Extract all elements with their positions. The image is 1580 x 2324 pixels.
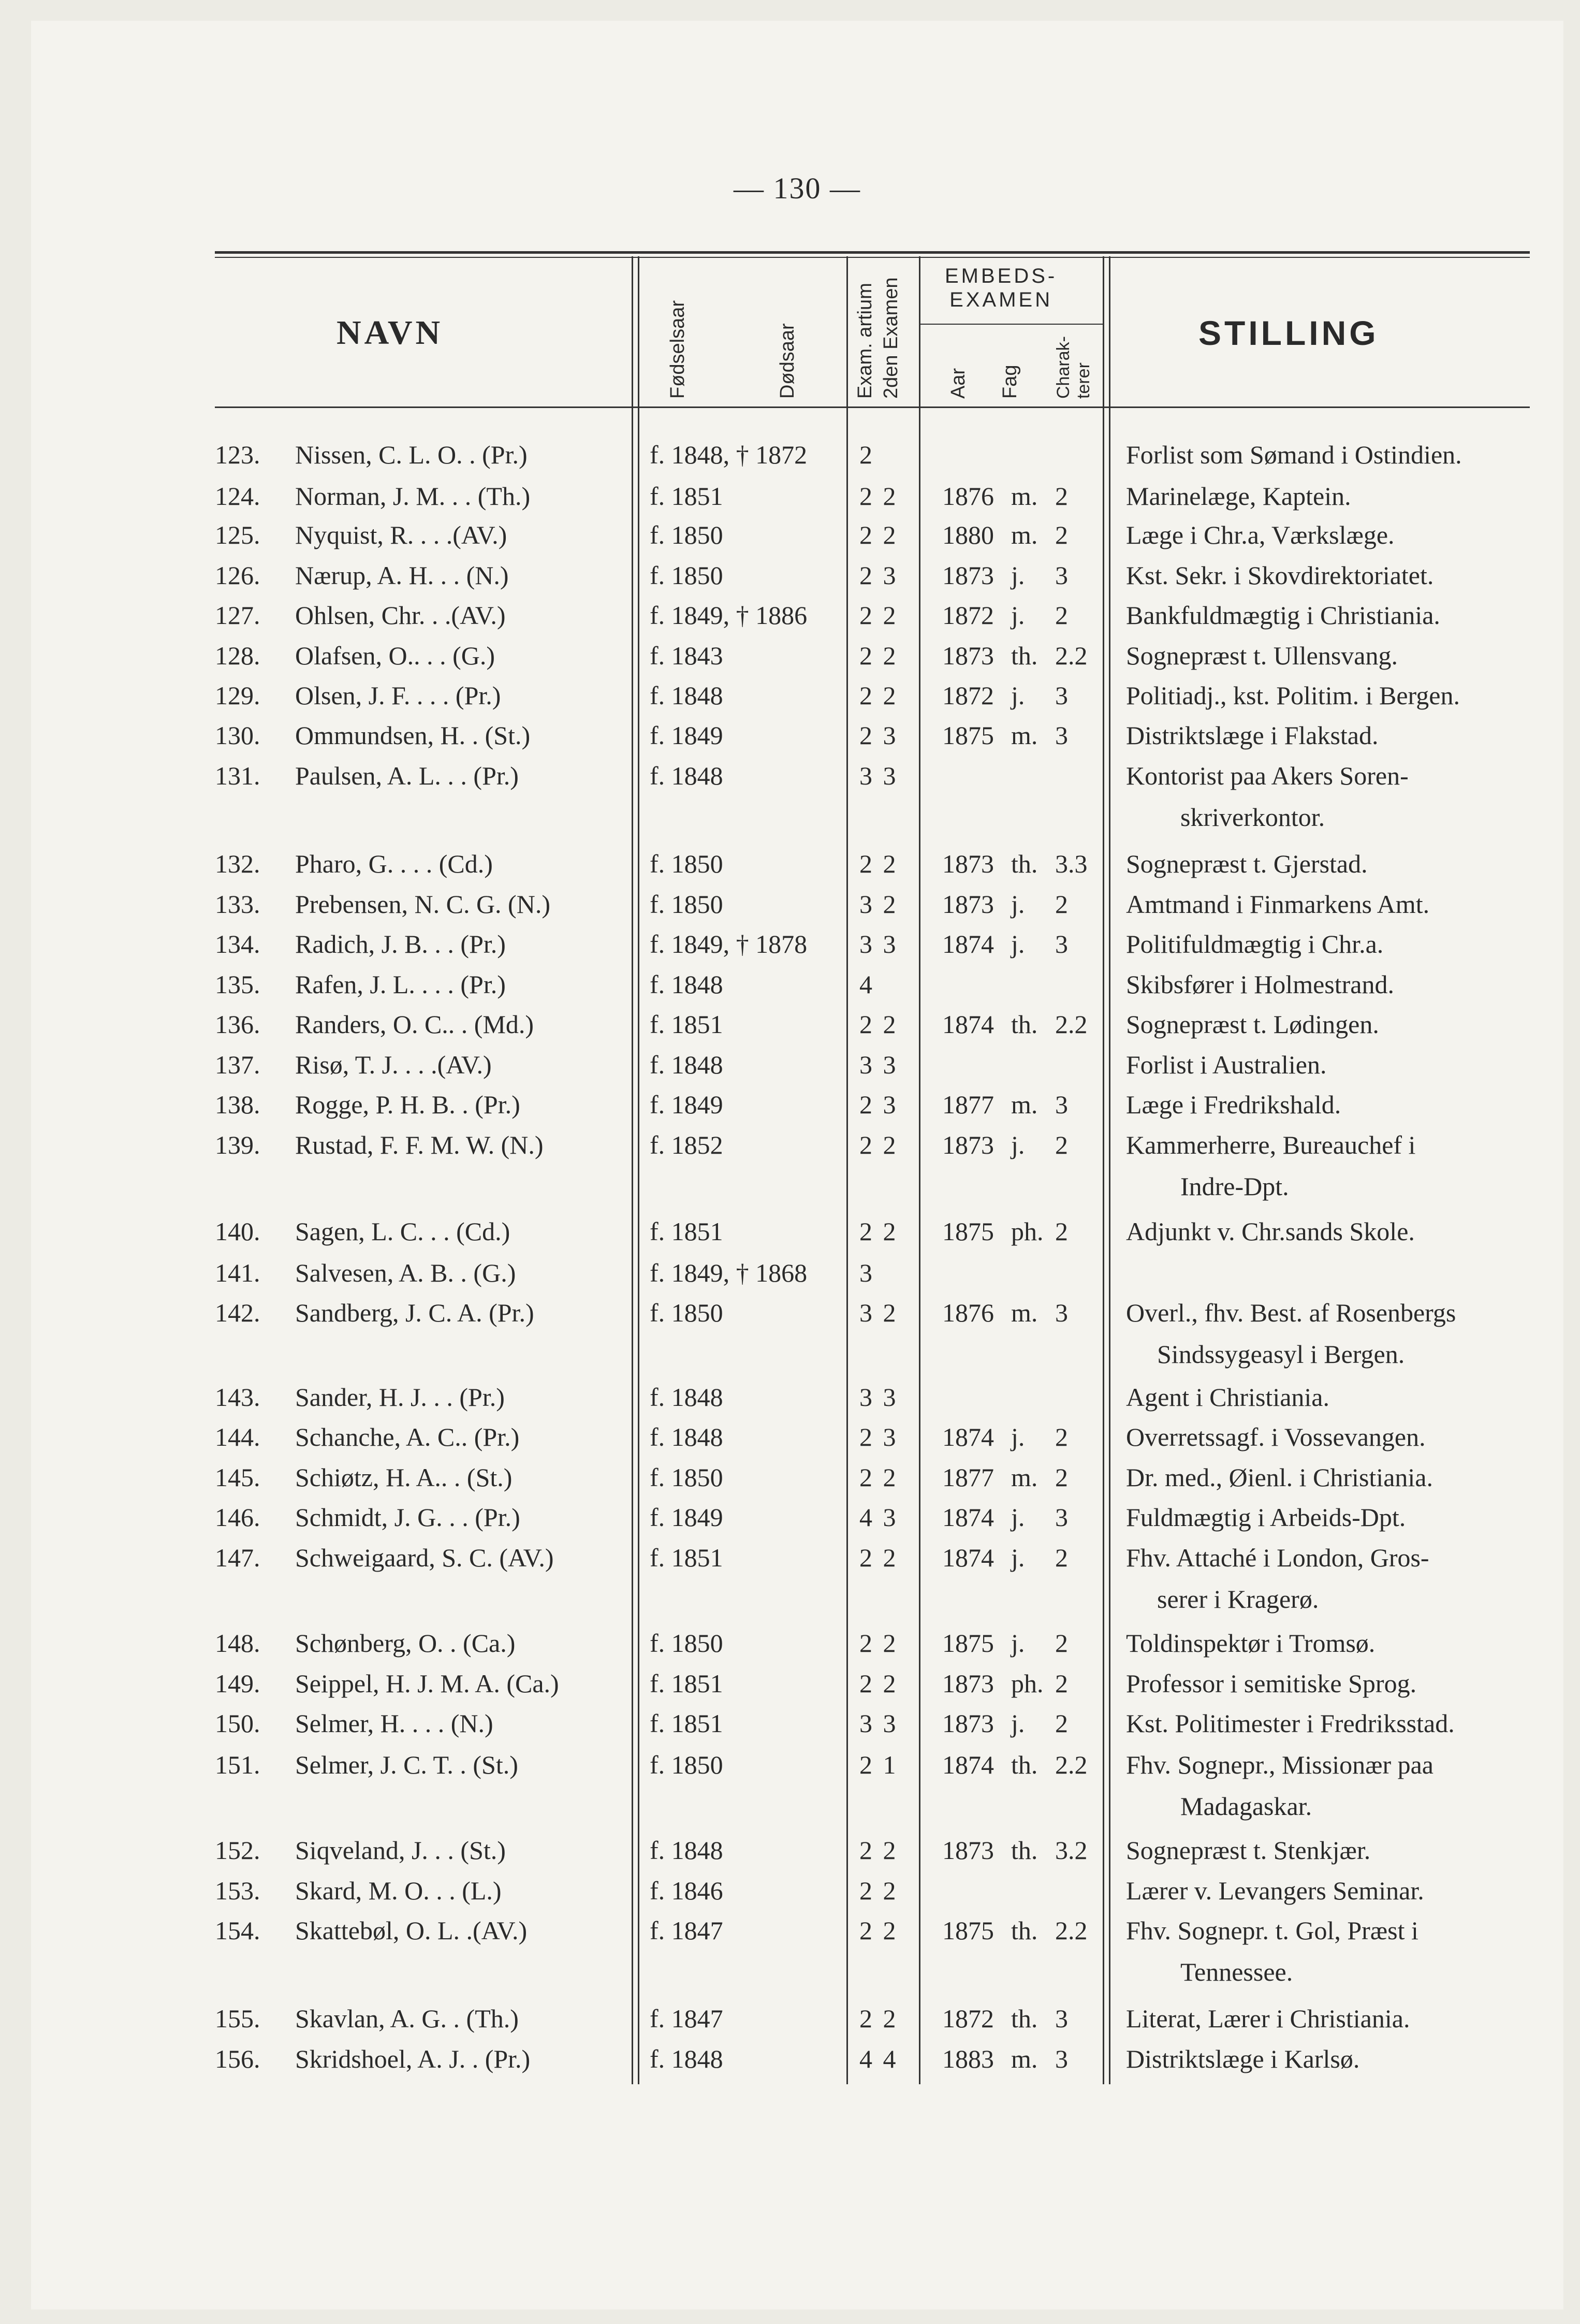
- row-name: Schanche, A. C.. (Pr.): [295, 1422, 520, 1451]
- row-embeds-subject: j.: [1011, 1709, 1025, 1738]
- row-name: Siqveland, J. . . (St.): [295, 1836, 506, 1865]
- row-number: 126.: [215, 561, 260, 590]
- row-embeds-year: 1873: [942, 1709, 994, 1738]
- row-number: 145.: [215, 1463, 260, 1492]
- row-birth-death: f. 1849: [650, 721, 723, 750]
- row-stilling: Læge i Fredrikshald.: [1126, 1090, 1341, 1119]
- row-embeds-grade: 3: [1055, 1090, 1068, 1119]
- row-stilling: Forlist som Sømand i Ostindien.: [1126, 440, 1462, 469]
- row-number: 135.: [215, 970, 260, 999]
- row-number: 132.: [215, 849, 260, 878]
- row-number: 123.: [215, 440, 260, 469]
- row-number: 139.: [215, 1130, 260, 1159]
- row-embeds-subject: j.: [1011, 1543, 1025, 1572]
- row-birth-death: f. 1852: [650, 1130, 723, 1159]
- row-embeds-year: 1874: [942, 1543, 994, 1572]
- row-name: Rogge, P. H. B. . (Pr.): [295, 1090, 520, 1119]
- row-number: 152.: [215, 1836, 260, 1865]
- row-name: Nissen, C. L. O. . (Pr.): [295, 440, 528, 469]
- row-name: Seippel, H. J. M. A. (Ca.): [295, 1669, 559, 1698]
- row-stilling: Læge i Chr.a, Værkslæge.: [1126, 520, 1395, 549]
- row-embeds-subject: th.: [1011, 641, 1038, 670]
- row-embeds-year: 1872: [942, 681, 994, 710]
- row-embeds-year: 1883: [942, 2044, 994, 2073]
- row-embeds-grade: 2: [1055, 1543, 1068, 1572]
- row-embeds-year: 1877: [942, 1463, 994, 1492]
- row-number: 143.: [215, 1383, 260, 1412]
- row-exam-grades: 3: [859, 1258, 874, 1287]
- row-stilling: Sognepræst t. Gjerstad.: [1126, 849, 1368, 878]
- row-stilling: Fuldmægtig i Arbeids-Dpt.: [1126, 1503, 1406, 1532]
- row-exam-grades: 2 2: [859, 601, 898, 630]
- row-embeds-grade: 2: [1055, 1463, 1068, 1492]
- row-stilling: Fhv. Attaché i London, Gros-: [1126, 1543, 1429, 1572]
- top-rule: [215, 251, 1530, 254]
- exam-artium-header: Exam. artium: [854, 283, 876, 399]
- stilling-header: STILLING: [1198, 314, 1379, 352]
- row-name: Schønberg, O. . (Ca.): [295, 1629, 516, 1658]
- row-name: Paulsen, A. L. . . (Pr.): [295, 761, 519, 790]
- row-stilling: Kst. Politimester i Fredriksstad.: [1126, 1709, 1455, 1738]
- row-number: 144.: [215, 1422, 260, 1451]
- row-number: 142.: [215, 1298, 260, 1327]
- row-stilling-continued: serer i Kragerø.: [1157, 1585, 1319, 1614]
- row-embeds-grade: 2: [1055, 890, 1068, 919]
- row-stilling: Distriktslæge i Flakstad.: [1126, 721, 1379, 750]
- row-embeds-grade: 3: [1055, 1298, 1068, 1327]
- row-embeds-grade: 3: [1055, 929, 1068, 958]
- row-number: 156.: [215, 2044, 260, 2073]
- row-stilling-continued: Tennessee.: [1180, 1957, 1293, 1986]
- row-name: Nyquist, R. . . .(AV.): [295, 520, 507, 549]
- row-stilling: Professor i semitiske Sprog.: [1126, 1669, 1417, 1698]
- row-embeds-grade: 2: [1055, 520, 1068, 549]
- embedsexamen-header: [945, 264, 1057, 312]
- row-birth-death: f. 1850: [650, 1750, 723, 1779]
- navn-header: NAVN: [337, 314, 444, 352]
- row-number: 154.: [215, 1916, 260, 1945]
- row-stilling: Politiadj., kst. Politim. i Bergen.: [1126, 681, 1460, 710]
- row-stilling-continued: Indre-Dpt.: [1180, 1172, 1289, 1201]
- row-name: Prebensen, N. C. G. (N.): [295, 890, 550, 919]
- row-stilling: Bankfuldmægtig i Christiania.: [1126, 601, 1440, 630]
- row-embeds-subject: j.: [1011, 1422, 1025, 1451]
- row-exam-grades: 3 3: [859, 1050, 898, 1079]
- row-number: 153.: [215, 1876, 260, 1905]
- row-exam-grades: 2 2: [859, 2004, 898, 2033]
- row-exam-grades: 4 3: [859, 1503, 898, 1532]
- anden-examen-header: 2den Examen: [880, 277, 902, 399]
- book-page: [31, 21, 1563, 2310]
- row-birth-death: f. 1849, † 1878: [650, 929, 808, 958]
- row-embeds-subject: m.: [1011, 520, 1038, 549]
- row-name: Schweigaard, S. C. (AV.): [295, 1543, 554, 1572]
- row-birth-death: f. 1848: [650, 681, 723, 710]
- fag-header: Fag: [999, 365, 1021, 399]
- row-embeds-year: 1873: [942, 641, 994, 670]
- row-embeds-grade: 3.3: [1055, 849, 1088, 878]
- row-stilling: Sognepræst t. Lødingen.: [1126, 1010, 1379, 1039]
- row-embeds-subject: th.: [1011, 1010, 1038, 1039]
- row-exam-grades: 2: [859, 440, 874, 469]
- row-embeds-grade: 2: [1055, 1669, 1068, 1698]
- row-birth-death: f. 1851: [650, 1010, 723, 1039]
- row-embeds-year: 1877: [942, 1090, 994, 1119]
- row-exam-grades: 2 2: [859, 1217, 898, 1246]
- row-number: 149.: [215, 1669, 260, 1698]
- row-name: Skavlan, A. G. . (Th.): [295, 2004, 519, 2033]
- row-embeds-subject: m.: [1011, 721, 1038, 750]
- row-birth-death: f. 1850: [650, 1463, 723, 1492]
- row-birth-death: f. 1850: [650, 849, 723, 878]
- row-exam-grades: 3 3: [859, 929, 898, 958]
- row-embeds-subject: th.: [1011, 1916, 1038, 1945]
- row-embeds-year: 1876: [942, 482, 994, 511]
- row-exam-grades: 2 2: [859, 1010, 898, 1039]
- row-embeds-year: 1872: [942, 601, 994, 630]
- row-number: 151.: [215, 1750, 260, 1779]
- row-embeds-grade: 3: [1055, 561, 1068, 590]
- row-embeds-year: 1875: [942, 1916, 994, 1945]
- row-birth-death: f. 1848: [650, 1383, 723, 1412]
- row-exam-grades: 2 2: [859, 1463, 898, 1492]
- row-number: 128.: [215, 641, 260, 670]
- row-name: Rafen, J. L. . . . (Pr.): [295, 970, 506, 999]
- row-stilling: Kst. Sekr. i Skovdirektoriatet.: [1126, 561, 1434, 590]
- row-exam-grades: 2 2: [859, 1916, 898, 1945]
- row-name: Ommundsen, H. . (St.): [295, 721, 531, 750]
- row-birth-death: f. 1849: [650, 1090, 723, 1119]
- row-embeds-subject: th.: [1011, 849, 1038, 878]
- row-stilling: Forlist i Australien.: [1126, 1050, 1327, 1079]
- row-embeds-year: 1876: [942, 1298, 994, 1327]
- row-stilling-continued: Madagaskar.: [1180, 1792, 1312, 1821]
- row-embeds-subject: j.: [1011, 929, 1025, 958]
- row-stilling: Literat, Lærer i Christiania.: [1126, 2004, 1410, 2033]
- row-exam-grades: 2 1: [859, 1750, 898, 1779]
- row-embeds-subject: j.: [1011, 561, 1025, 590]
- row-stilling: Agent i Christiania.: [1126, 1383, 1329, 1412]
- karakterer-header: Charak-terer: [1054, 336, 1093, 399]
- aar-header: Aar: [947, 368, 969, 399]
- row-embeds-year: 1873: [942, 1130, 994, 1159]
- row-stilling: Dr. med., Øienl. i Christiania.: [1126, 1463, 1433, 1492]
- row-name: Selmer, J. C. T. . (St.): [295, 1750, 518, 1779]
- row-exam-grades: 2 3: [859, 1422, 898, 1451]
- row-number: 155.: [215, 2004, 260, 2033]
- row-birth-death: f. 1848: [650, 2044, 723, 2073]
- row-embeds-year: 1874: [942, 1422, 994, 1451]
- row-embeds-subject: m.: [1011, 1463, 1038, 1492]
- row-birth-death: f. 1843: [650, 641, 723, 670]
- row-name: Salvesen, A. B. . (G.): [295, 1258, 516, 1287]
- row-embeds-subject: j.: [1011, 1629, 1025, 1658]
- row-embeds-year: 1873: [942, 1669, 994, 1698]
- row-stilling: Kontorist paa Akers Soren-: [1126, 761, 1409, 790]
- row-number: 141.: [215, 1258, 260, 1287]
- row-embeds-subject: th.: [1011, 1750, 1038, 1779]
- row-embeds-subject: j.: [1011, 681, 1025, 710]
- row-exam-grades: 3 2: [859, 890, 898, 919]
- row-number: 125.: [215, 520, 260, 549]
- row-number: 146.: [215, 1503, 260, 1532]
- row-exam-grades: 2 2: [859, 482, 898, 511]
- row-embeds-year: 1874: [942, 1010, 994, 1039]
- rule-aar-stil: [1103, 256, 1104, 2084]
- row-embeds-grade: 2: [1055, 1709, 1068, 1738]
- embedsexamen-line1: EMBEDS-: [945, 265, 1058, 287]
- row-stilling: Adjunkt v. Chr.sands Skole.: [1126, 1217, 1415, 1246]
- row-exam-grades: 2 2: [859, 1629, 898, 1658]
- row-exam-grades: 2 2: [859, 641, 898, 670]
- row-birth-death: f. 1847: [650, 2004, 723, 2033]
- row-name: Pharo, G. . . . (Cd.): [295, 849, 493, 878]
- row-embeds-subject: ph.: [1011, 1217, 1044, 1246]
- row-birth-death: f. 1851: [650, 1669, 723, 1698]
- row-stilling-continued: Sindssygeasyl i Bergen.: [1157, 1340, 1405, 1369]
- row-exam-grades: 2 3: [859, 561, 898, 590]
- row-embeds-grade: 2.2: [1055, 1916, 1088, 1945]
- row-number: 129.: [215, 681, 260, 710]
- row-stilling-continued: skriverkontor.: [1180, 803, 1325, 832]
- row-name: Schiøtz, H. A.. . (St.): [295, 1463, 513, 1492]
- row-birth-death: f. 1849, † 1886: [650, 601, 808, 630]
- row-embeds-year: 1875: [942, 1217, 994, 1246]
- row-exam-grades: 4 4: [859, 2044, 898, 2073]
- row-number: 136.: [215, 1010, 260, 1039]
- page-number: — 130 —: [734, 171, 861, 205]
- row-embeds-grade: 2: [1055, 1217, 1068, 1246]
- fodselsaar-header: Fødselsaar: [667, 300, 689, 399]
- row-number: 148.: [215, 1629, 260, 1658]
- row-stilling: Skibsfører i Holmestrand.: [1126, 970, 1394, 999]
- row-embeds-year: 1873: [942, 561, 994, 590]
- row-exam-grades: 2 2: [859, 1130, 898, 1159]
- row-name: Skridshoel, A. J. . (Pr.): [295, 2044, 531, 2073]
- row-birth-death: f. 1851: [650, 1709, 723, 1738]
- row-embeds-grade: 2: [1055, 482, 1068, 511]
- row-name: Nærup, A. H. . . (N.): [295, 561, 509, 590]
- row-stilling: Distriktslæge i Karlsø.: [1126, 2044, 1360, 2073]
- row-embeds-grade: 2: [1055, 1422, 1068, 1451]
- row-number: 138.: [215, 1090, 260, 1119]
- row-number: 150.: [215, 1709, 260, 1738]
- embeds-rule: [919, 324, 1103, 325]
- row-number: 140.: [215, 1217, 260, 1246]
- row-stilling: Overretssagf. i Vossevangen.: [1126, 1422, 1426, 1451]
- row-embeds-grade: 2.2: [1055, 1750, 1088, 1779]
- row-embeds-grade: 3: [1055, 2044, 1068, 2073]
- row-birth-death: f. 1850: [650, 1629, 723, 1658]
- row-stilling: Amtmand i Finmarkens Amt.: [1126, 890, 1430, 919]
- row-embeds-year: 1874: [942, 1750, 994, 1779]
- row-number: 147.: [215, 1543, 260, 1572]
- rule-aar-stil-2: [1109, 256, 1110, 2084]
- row-name: Olafsen, O.. . . (G.): [295, 641, 495, 670]
- row-number: 137.: [215, 1050, 260, 1079]
- row-embeds-subject: m.: [1011, 482, 1038, 511]
- row-name: Norman, J. M. . . (Th.): [295, 482, 531, 511]
- row-embeds-subject: ph.: [1011, 1669, 1044, 1698]
- row-embeds-grade: 2: [1055, 601, 1068, 630]
- row-number: 127.: [215, 601, 260, 630]
- row-birth-death: f. 1849, † 1868: [650, 1258, 808, 1287]
- row-name: Ohlsen, Chr. . .(AV.): [295, 601, 506, 630]
- row-number: 124.: [215, 482, 260, 511]
- rule-exam-aar: [919, 256, 920, 2084]
- row-name: Sander, H. J. . . (Pr.): [295, 1383, 505, 1412]
- row-embeds-grade: 3: [1055, 2004, 1068, 2033]
- top-rule-thin: [215, 257, 1530, 258]
- row-exam-grades: 2 2: [859, 1876, 898, 1905]
- row-exam-grades: 2 2: [859, 849, 898, 878]
- row-birth-death: f. 1848: [650, 1050, 723, 1079]
- row-number: 130.: [215, 721, 260, 750]
- row-name: Skard, M. O. . . (L.): [295, 1876, 502, 1905]
- row-embeds-year: 1873: [942, 890, 994, 919]
- header-rule: [215, 406, 1530, 408]
- row-name: Risø, T. J. . . .(AV.): [295, 1050, 492, 1079]
- row-embeds-year: 1873: [942, 849, 994, 878]
- row-birth-death: f. 1851: [650, 482, 723, 511]
- embedsexamen-line2: EXAMEN: [949, 288, 1053, 311]
- row-birth-death: f. 1850: [650, 561, 723, 590]
- row-embeds-subject: j.: [1011, 601, 1025, 630]
- row-embeds-subject: m.: [1011, 1298, 1038, 1327]
- row-exam-grades: 2 3: [859, 721, 898, 750]
- rule-name-birth-2: [638, 256, 639, 2084]
- row-embeds-grade: 3: [1055, 721, 1068, 750]
- row-stilling: Fhv. Sognepr. t. Gol, Præst i: [1126, 1916, 1418, 1945]
- row-stilling: Overl., fhv. Best. af Rosenbergs: [1126, 1298, 1456, 1327]
- row-stilling: Sognepræst t. Ullensvang.: [1126, 641, 1398, 670]
- row-birth-death: f. 1850: [650, 520, 723, 549]
- row-stilling: Sognepræst t. Stenkjær.: [1126, 1836, 1371, 1865]
- row-birth-death: f. 1850: [650, 890, 723, 919]
- row-embeds-year: 1875: [942, 1629, 994, 1658]
- row-name: Sagen, L. C. . . (Cd.): [295, 1217, 510, 1246]
- row-embeds-year: 1873: [942, 1836, 994, 1865]
- row-name: Olsen, J. F. . . . (Pr.): [295, 681, 501, 710]
- row-name: Randers, O. C.. . (Md.): [295, 1010, 534, 1039]
- row-embeds-year: 1880: [942, 520, 994, 549]
- rule-birth-exam: [846, 256, 848, 2084]
- row-stilling: Politifuldmægtig i Chr.a.: [1126, 929, 1384, 958]
- row-exam-grades: 2 2: [859, 520, 898, 549]
- row-birth-death: f. 1851: [650, 1543, 723, 1572]
- row-birth-death: f. 1850: [650, 1298, 723, 1327]
- row-exam-grades: 2 2: [859, 1836, 898, 1865]
- row-birth-death: f. 1846: [650, 1876, 723, 1905]
- row-name: Skattebøl, O. L. .(AV.): [295, 1916, 528, 1945]
- row-exam-grades: 3 3: [859, 761, 898, 790]
- row-embeds-subject: th.: [1011, 2004, 1038, 2033]
- row-name: Sandberg, J. C. A. (Pr.): [295, 1298, 534, 1327]
- row-birth-death: f. 1848, † 1872: [650, 440, 808, 469]
- row-birth-death: f. 1848: [650, 1422, 723, 1451]
- row-exam-grades: 2 3: [859, 1090, 898, 1119]
- row-stilling: Lærer v. Levangers Seminar.: [1126, 1876, 1424, 1905]
- row-embeds-grade: 2: [1055, 1130, 1068, 1159]
- row-embeds-grade: 2.2: [1055, 1010, 1088, 1039]
- row-exam-grades: 3 3: [859, 1709, 898, 1738]
- row-stilling: Marinelæge, Kaptein.: [1126, 482, 1351, 511]
- row-birth-death: f. 1848: [650, 761, 723, 790]
- row-exam-grades: 3 2: [859, 1298, 898, 1327]
- row-embeds-grade: 2: [1055, 1629, 1068, 1658]
- row-name: Rustad, F. F. M. W. (N.): [295, 1130, 544, 1159]
- row-number: 133.: [215, 890, 260, 919]
- row-stilling: Fhv. Sognepr., Missionær paa: [1126, 1750, 1433, 1779]
- row-birth-death: f. 1847: [650, 1916, 723, 1945]
- row-embeds-grade: 3: [1055, 681, 1068, 710]
- row-name: Radich, J. B. . . (Pr.): [295, 929, 506, 958]
- row-exam-grades: 2 2: [859, 1543, 898, 1572]
- row-embeds-grade: 2.2: [1055, 641, 1088, 670]
- row-stilling: Kammerherre, Bureauchef i: [1126, 1130, 1416, 1159]
- row-exam-grades: 2 2: [859, 681, 898, 710]
- row-embeds-year: 1874: [942, 929, 994, 958]
- row-number: 134.: [215, 929, 260, 958]
- row-embeds-subject: m.: [1011, 2044, 1038, 2073]
- row-embeds-grade: 3: [1055, 1503, 1068, 1532]
- row-embeds-subject: th.: [1011, 1836, 1038, 1865]
- row-name: Selmer, H. . . . (N.): [295, 1709, 493, 1738]
- row-embeds-subject: m.: [1011, 1090, 1038, 1119]
- row-embeds-grade: 3.2: [1055, 1836, 1088, 1865]
- row-embeds-year: 1874: [942, 1503, 994, 1532]
- row-birth-death: f. 1849: [650, 1503, 723, 1532]
- row-embeds-subject: j.: [1011, 890, 1025, 919]
- row-embeds-year: 1872: [942, 2004, 994, 2033]
- row-stilling: Toldinspektør i Tromsø.: [1126, 1629, 1376, 1658]
- row-number: 131.: [215, 761, 260, 790]
- row-embeds-subject: j.: [1011, 1503, 1025, 1532]
- row-exam-grades: 4: [859, 970, 874, 999]
- row-embeds-year: 1875: [942, 721, 994, 750]
- dodsaar-header: Dødsaar: [777, 323, 798, 399]
- row-name: Schmidt, J. G. . . (Pr.): [295, 1503, 520, 1532]
- row-birth-death: f. 1851: [650, 1217, 723, 1246]
- row-birth-death: f. 1848: [650, 1836, 723, 1865]
- row-birth-death: f. 1848: [650, 970, 723, 999]
- rule-name-birth: [632, 256, 633, 2084]
- row-exam-grades: 3 3: [859, 1383, 898, 1412]
- row-embeds-subject: j.: [1011, 1130, 1025, 1159]
- row-exam-grades: 2 2: [859, 1669, 898, 1698]
